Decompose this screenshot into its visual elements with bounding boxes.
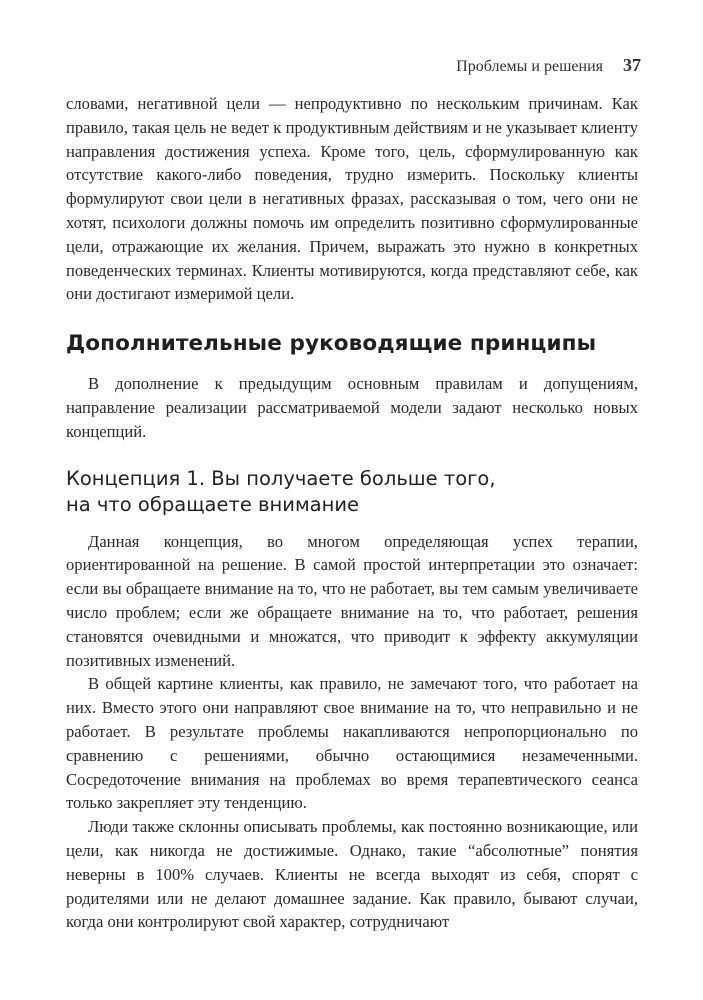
concept-paragraph-1: Данная концепция, во многом определяющая успех терапии, ориентированной на решение. В самой простой интерпретации это означает: если вы обращаете внимание на то, что не работает, вы тем самым увеличиваете число проблем; если же обращаете внимание на то, что работает, решения становятся очевидными и множатся, что приводит к эффекту аккумуляции позитивных изменений. bbox=[66, 531, 638, 670]
page-number: 37 bbox=[623, 55, 641, 75]
section-heading: Дополнительные руководящие принципы bbox=[66, 331, 597, 357]
concept-paragraph-2: В общей картине клиенты, как правило, не замечают того, что работает на них. Вместо этого они направляют свое внимание на то, что неправильно и не работает. В результате проблемы накапливаются непропорционально по сравнению с решениями, обычно остающимися незамеченными. Сосредоточение внимания на проблемах во время терапевтического сеанса только закрепляет эту тенденцию. bbox=[66, 674, 638, 813]
concept-heading-line-2: на что обращаете внимание bbox=[66, 492, 360, 516]
intro-paragraph: словами, негативной цели — непродуктивно по нескольким причинам. Как правило, такая цель не ведет к продуктивным действиям и не указывает клиенту направления достижения успеха. Кроме того, цель, сформулированную как отсутствие какого-либо поведения, трудно измерить. Поскольку клиенты формулируют свои цели в негативных фразах, рассказывая о том, чего они не хотят, психологи должны помочь им определить позитивно сформулированные цели, отражающие их желания. Причем, выражать это нужно в конкретных поведенческих терминах. Клиенты мотивируются, когда представляют себе, как они достигают измеримой цели. bbox=[66, 94, 638, 304]
page-body bbox=[66, 92, 638, 934]
concept-paragraph-3: Люди также склонны описывать проблемы, как постоянно возникающие, или цели, как никогда не достижимые. Однако, такие “абсолютные” понятия неверны в 100% случаев. Клиенты не всегда выходят из себя, спорят с родителями или не делают домашнее задание. Как правило, бывают случаи, когда они контролируют свой характер, сотрудничают bbox=[66, 817, 638, 932]
running-header bbox=[456, 55, 641, 76]
running-title: Проблемы и решения bbox=[456, 58, 603, 75]
section-paragraph: В дополнение к предыдущим основным правилам и допущениям, направление реализации рассматриваемой модели задают несколько новых концепций. bbox=[66, 374, 638, 441]
concept-heading bbox=[66, 466, 638, 518]
concept-heading-line-1: Концепция 1. Вы получаете больше того, bbox=[66, 466, 496, 490]
